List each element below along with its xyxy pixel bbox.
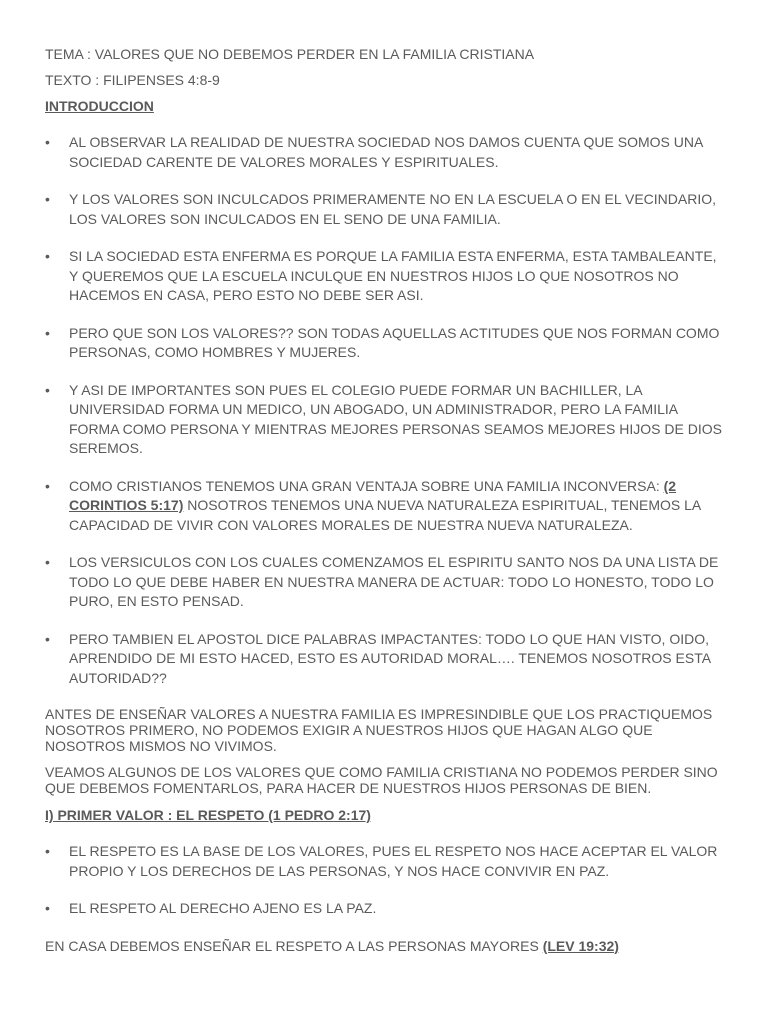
bullet-text: EL RESPETO AL DERECHO AJENO ES LA PAZ. (69, 900, 377, 916)
bullet-text: Y LOS VALORES SON INCULCADOS PRIMERAMENTE NO EN LA ESCUELA O EN EL VECINDARIO, LOS VALORES SON INCULCADOS EN EL SENO DE UNA FAMILIA. (69, 191, 717, 227)
document-page (45, 45, 725, 963)
bullet-icon: • (45, 134, 50, 150)
bullet-text: PERO TAMBIEN EL APOSTOL DICE PALABRAS IMPACTANTES: TODO LO QUE HAN VISTO, OIDO, APRENDIDO DE MI ESTO HACED, ESTO ES AUTORIDAD MORAL…. TENEMOS NOSOTROS ESTA AUTORIDAD?? (69, 630, 711, 686)
scripture-ref-link[interactable]: (2 CORINTIOS 5:17) (69, 477, 677, 513)
bullet-icon: • (45, 630, 50, 647)
list-item (45, 324, 725, 363)
list-item (45, 842, 725, 881)
bullet-text-after: NOSOTROS TENEMOS UNA NUEVA NATURALEZA ESPIRITUAL, TENEMOS LA CAPACIDAD DE VIVIR CON VALORES MORALES DE NUESTRA NUEVA NATURALEZA. (69, 497, 701, 533)
bullet-icon: • (45, 900, 50, 916)
closing-line (45, 937, 725, 955)
section1-heading: I) PRIMER VALOR : EL RESPETO (1 PEDRO 2:17) (45, 807, 371, 823)
bullet-icon: • (45, 324, 50, 341)
bullet-icon: • (45, 843, 50, 859)
list-item (45, 381, 725, 459)
bullet-text: EL RESPETO ES LA BASE DE LOS VALORES, PUES EL RESPETO NOS HACE ACEPTAR EL VALOR PROPIO Y LOS DERECHOS DE LAS PERSONAS, Y NOS HACE CONVIVIR EN PAZ. (69, 843, 718, 879)
closing-text: EN CASA DEBEMOS ENSEÑAR EL RESPETO A LAS PERSONAS MAYORES (45, 937, 543, 954)
tema-line: TEMA : VALORES QUE NO DEBEMOS PERDER EN LA FAMILIA CRISTIANA (45, 46, 535, 62)
bullet-text: AL OBSERVAR LA REALIDAD DE NUESTRA SOCIEDAD NOS DAMOS CUENTA QUE SOMOS UNA SOCIEDAD CARENTE DE VALORES MORALES Y ESPIRITUALES. (69, 134, 703, 170)
paragraph: VEAMOS ALGUNOS DE LOS VALORES QUE COMO FAMILIA CRISTIANA NO PODEMOS PERDER SINO QUE DEBEMOS FOMENTARLOS, PARA HACER DE NUESTROS HIJOS PERSONAS DE BIEN. (45, 764, 718, 796)
paragraph: ANTES DE ENSEÑAR VALORES A NUESTRA FAMILIA ES IMPRESINDIBLE QUE LOS PRACTIQUEMOS NOSOTROS PRIMERO, NO PODEMOS EXIGIR A NUESTROS HIJOS QUE HAGAN ALGO QUE NOSOTROS MISMOS NO VIVIMOS. (45, 706, 713, 754)
bullet-text: PERO QUE SON LOS VALORES?? SON TODAS AQUELLAS ACTITUDES QUE NOS FORMAN COMO PERSONAS, COMO HOMBRES Y MUJERES. (69, 324, 720, 360)
bullet-text (69, 478, 700, 533)
bullet-icon: • (45, 554, 50, 570)
list-item (45, 899, 725, 919)
list-item (45, 630, 725, 689)
bullet-text: SI LA SOCIEDAD ESTA ENFERMA ES PORQUE LA FAMILIA ESTA ENFERMA, ESTA TAMBALEANTE, Y QUEREMOS QUE LA ESCUELA INCULQUE EN NUESTROS HIJOS LO QUE NOSOTROS NO HACEMOS EN CASA, PERO ESTO NO DEBE SER ASI. (69, 248, 717, 303)
list-item (45, 190, 725, 229)
bullet-text: Y ASI DE IMPORTANTES SON PUES EL COLEGIO PUEDE FORMAR UN BACHILLER, LA UNIVERSIDAD FORMA UN MEDICO, UN ABOGADO, UN ADMINISTRADOR, PERO LA FAMILIA FORMA COMO PERSONA Y MIENTRAS MEJORES PERSONAS SEAMOS MEJORES HIJOS DE DIOS SEREMOS. (69, 381, 722, 456)
list-item (45, 553, 725, 612)
intro-bullet-list (45, 133, 725, 688)
bullet-text: LOS VERSICULOS CON LOS CUALES COMENZAMOS EL ESPIRITU SANTO NOS DA UNA LISTA DE TODO LO QUE DEBE HABER EN NUESTRA MANERA DE ACTUAR: TODO LO HONESTO, TODO LO PURO, EN ESTO PENSAD. (69, 554, 719, 609)
introduccion-heading: INTRODUCCION (45, 98, 154, 114)
bullet-icon: • (45, 248, 50, 264)
bullet-text-before: COMO CRISTIANOS TENEMOS UNA GRAN VENTAJA SOBRE UNA FAMILIA INCONVERSA: (69, 477, 664, 494)
bullet-icon: • (45, 191, 50, 207)
texto-line: TEXTO : FILIPENSES 4:8-9 (45, 72, 220, 88)
list-item (45, 477, 725, 536)
bullet-icon: • (45, 381, 50, 398)
bullet-icon: • (45, 477, 50, 494)
scripture-ref-link[interactable]: (LEV 19:32) (542, 937, 619, 954)
list-item (45, 247, 725, 306)
list-item (45, 133, 725, 172)
section1-bullet-list (45, 842, 725, 919)
